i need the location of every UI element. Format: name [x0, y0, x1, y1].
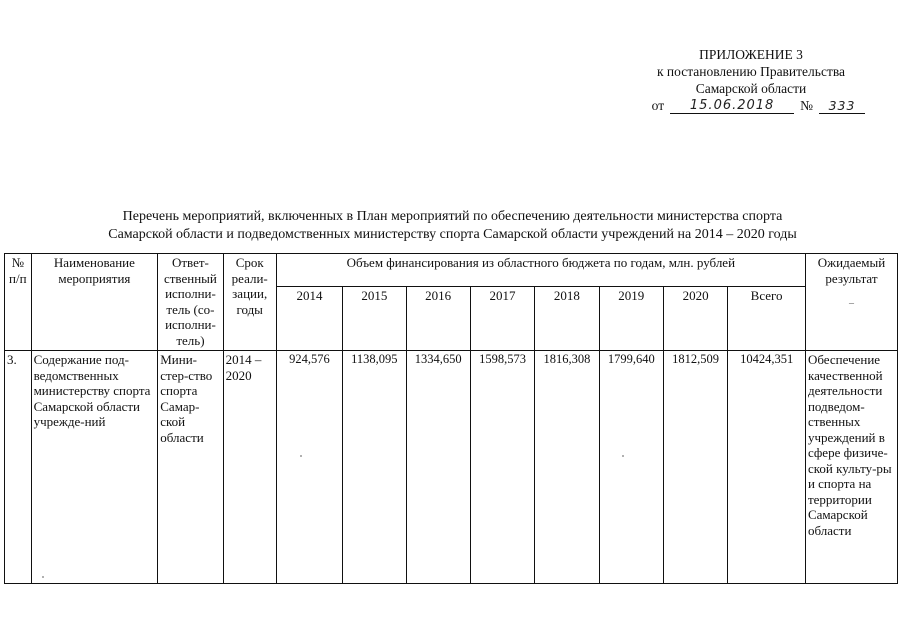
year-header: 2014 [276, 287, 342, 351]
year-header: 2016 [406, 287, 470, 351]
appendix-date-number [631, 97, 871, 114]
appendix-header [631, 46, 871, 114]
header-row [5, 254, 898, 287]
header-name: Наименование мероприятия [31, 254, 158, 351]
activities-table [4, 253, 898, 584]
year-header: 2020 [663, 287, 727, 351]
document-title [0, 208, 905, 244]
appendix-resolution: к постановлению Правительства [656, 64, 846, 79]
from-label: от [651, 98, 665, 113]
row-value-2015: 1138,095 [343, 351, 406, 584]
row-value-total: 10424,351 [728, 351, 806, 584]
header-expected-label: Ожидаемый результат [817, 255, 886, 286]
row-expected: Обеспечение качественной деятельности подведом-ственных учреждений в сфере физиче-ской культу-ры и спорта на территории Самарской области [805, 351, 897, 584]
table-row [5, 351, 898, 584]
appendix-region: Самарской области [695, 81, 807, 96]
year-header-total: Всего [728, 287, 806, 351]
row-value-2014: 924,576 [276, 351, 342, 584]
year-header: 2015 [343, 287, 406, 351]
row-num: 3. [5, 351, 32, 584]
header-term: Срок реали-зации, годы [223, 254, 276, 351]
year-header: 2018 [535, 287, 599, 351]
year-header: 2019 [599, 287, 663, 351]
row-value-2017: 1598,573 [470, 351, 534, 584]
row-name: Содержание под-ведомственных министерству спорта Самарской области учрежде-ний [31, 351, 158, 584]
row-value-2018: 1816,308 [535, 351, 599, 584]
appendix-title: ПРИЛОЖЕНИЕ 3 [699, 47, 803, 62]
number-label: № [800, 98, 813, 113]
year-header: 2017 [470, 287, 534, 351]
scan-speck [42, 576, 44, 578]
scan-speck [300, 455, 302, 457]
title-line-1: Перечень мероприятий, включенных в План мероприятий по обеспечению деятельности министерства спорта [122, 209, 783, 224]
handwritten-number: 333 [819, 98, 865, 114]
header-funding: Объем финансирования из областного бюджета по годам, млн. рублей [276, 254, 805, 287]
row-executor: Мини-стер-ство спорта Самар-ской области [158, 351, 223, 584]
row-value-2016: 1334,650 [406, 351, 470, 584]
row-value-2020: 1812,509 [663, 351, 727, 584]
header-executor: Ответ-ственный исполни-тель (со-исполни-тель) [158, 254, 223, 351]
header-expected: Ожидаемый результат – [805, 254, 897, 351]
row-term: 2014 – 2020 [223, 351, 276, 584]
row-value-2019: 1799,640 [599, 351, 663, 584]
scan-speck [622, 455, 624, 457]
title-line-2: Самарской области и подведомственных министерству спорта Самарской области учреждений на 2014 – 2020 годы [108, 227, 797, 242]
header-num: № п/п [5, 254, 32, 351]
handwritten-date: 15.06.2018 [670, 98, 794, 114]
